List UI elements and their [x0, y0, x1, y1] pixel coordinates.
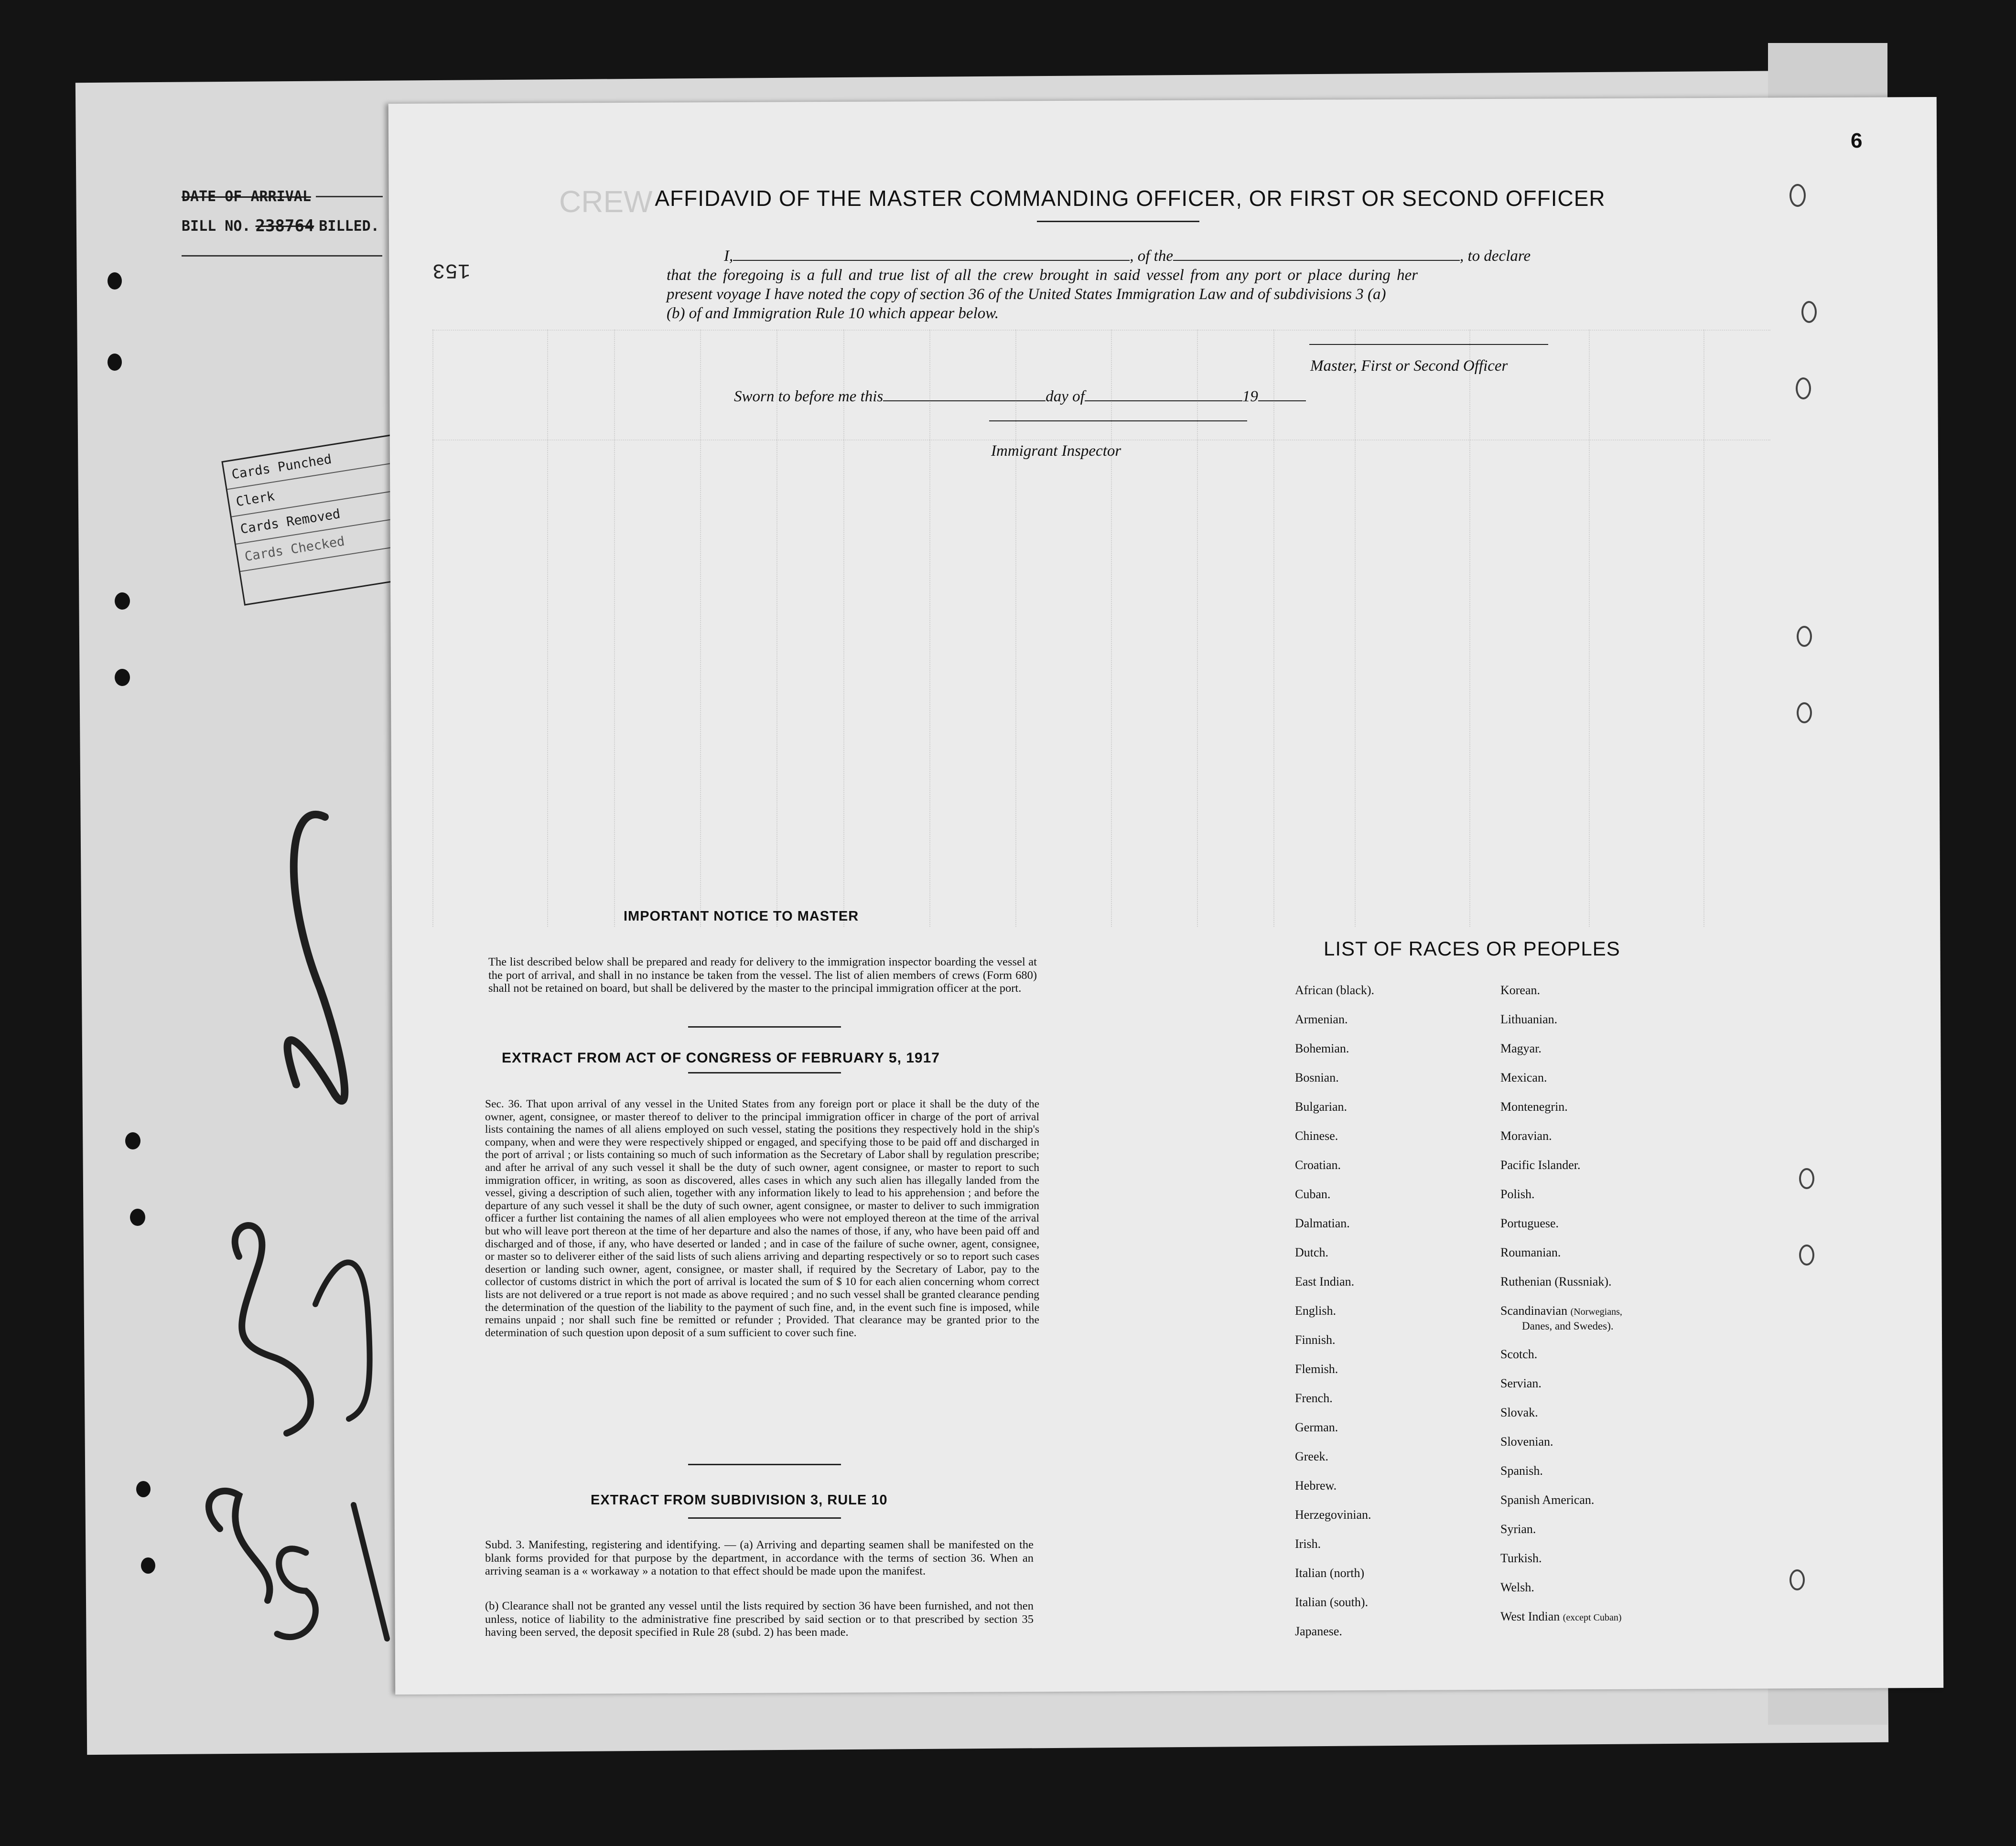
ring-hole — [1797, 702, 1812, 723]
race-item: East Indian. — [1295, 1275, 1355, 1288]
race-item: Herzegovinian. — [1295, 1508, 1371, 1522]
race-item-west-indian — [1500, 1610, 1622, 1624]
race-item: Bohemian. — [1295, 1041, 1349, 1055]
notice-text: The list described below shall be prepared and ready for delivery to the immigration inspector boarding the vessel at the port of arrival, and shall in no instance be taken from the vessel. The list of alien members of crews (Form 680) shall not be retained on board, but shall be delivered by the master to the principal immigration officer at the port. — [488, 955, 1037, 995]
race-item: Lithuanian. — [1500, 1012, 1558, 1026]
extract-rule-rule — [688, 1517, 841, 1519]
master-officer-label: Master, First or Second Officer — [1310, 357, 1508, 375]
race-item: Montenegrin. — [1500, 1100, 1568, 1114]
race-item: Bulgarian. — [1295, 1100, 1348, 1114]
race-item: Finnish. — [1295, 1333, 1336, 1347]
race-item: Servian. — [1500, 1376, 1542, 1390]
cards-punched-label: Cards Punched — [223, 436, 398, 490]
master-signature-line — [1309, 344, 1548, 345]
race-item: Syrian. — [1500, 1522, 1536, 1536]
bleed-through-table-grid — [432, 330, 1770, 927]
races-title: LIST OF RACES OR PEOPLES — [1324, 937, 1620, 960]
binder-hole — [136, 1481, 151, 1497]
affidavit-line-2: that the foregoing is a full and true list of all the crew brought in said vessel from any port or place during her — [667, 267, 1418, 284]
race-item: English. — [1295, 1304, 1336, 1318]
race-item: French. — [1295, 1391, 1333, 1405]
extract-act-rule — [688, 1072, 841, 1073]
inspector-signature-line — [989, 420, 1247, 421]
race-item: Scotch. — [1500, 1347, 1538, 1361]
affidavit-line-4: (b) of and Immigration Rule 10 which appear below. — [667, 305, 999, 322]
extract-act-text: Sec. 36. That upon arrival of any vessel in the United States from any foreign port or place it shall be the duty of the owner, agent, consignee, or master thereof to deliver to the principal immigration officer in charge of the port of arrival lists containing the names of all aliens employed on such vessel, stating the positions they respectively hold in the ship's company, when and were they were respectively shipped or engaged, and specifying those to be paid off and discharged in the port of arrival ; or lists containing so much of such information as the Secretary of Labor shall by regulation prescribe; and after he arrival of any such vessel it shall be the duty of such owner, agent consignee, or master to report to such immigration officer, in writing, as soon as discovered, alles cases in which any such alien has illegally landed from the vessel, giving a description of such alien, together with any information likely to lead to his apprehension ; and before the departure of any such vessel it shall be the duty of such owner, agent consignee, or master to deliver to such immigration officer a further list containing the names of all alien employees who were not employed thereon at the time of the arrival but who will leave port thereon at the time of her departure and also the names of those, if any, who have been paid off and discharged and of those, if any, who have deserted or landed ; and in case of the failure of suche owner, agent, consignee, or master so to deliverer either of the said lists of such aliens arriving and departing respectively or so to report such cases desertion or landing such owner, agent, consignee, or master shall, if required by the Secretary of Labor, pay to the collector of customs district in which the port of arrival is located the sum of $ 10 for each alien concerning whom correct lists are not delivered or a true report is not made as above required ; and no such vessel shall be granted clearance pending the determination of the question of the liability to the payment of such fine, and, in the event such fine is imposed, while remains unpaid ; nor shall such fine be remitted or refunder ; Provided. That clearance may be granted prior to the determination of such question upon deposit of a sum sufficient to cover such fine. — [485, 1098, 1039, 1339]
race-item: Portuguese. — [1500, 1216, 1559, 1230]
race-item: Dutch. — [1295, 1245, 1329, 1259]
race-item: Hebrew. — [1295, 1479, 1337, 1492]
day-of-label: day of — [1046, 388, 1085, 405]
affidavit-line-3: present voyage I have noted the copy of section 36 of the United States Immigration Law and of subdivisions 3 (a) — [667, 286, 1386, 303]
binder-hole — [115, 592, 130, 610]
race-item: Italian (north) — [1295, 1566, 1365, 1580]
race-item-continuation: Danes, and Swedes). — [1522, 1320, 1614, 1332]
race-item: Polish. — [1500, 1187, 1535, 1201]
race-item: Slovak. — [1500, 1406, 1538, 1419]
race-item: Bosnian. — [1295, 1071, 1339, 1084]
race-item: Ruthenian (Russniak). — [1500, 1275, 1612, 1288]
race-item-label: West Indian — [1500, 1610, 1560, 1623]
page-number: 153 — [432, 258, 471, 282]
race-item: German. — [1295, 1420, 1338, 1434]
race-item: African (black). — [1295, 983, 1375, 997]
arrival-stamp — [182, 182, 383, 270]
race-item: Italian (south). — [1295, 1595, 1369, 1609]
ring-hole — [1790, 1569, 1805, 1590]
race-item: Chinese. — [1295, 1129, 1338, 1143]
ring-hole — [1799, 1245, 1814, 1266]
ring-hole — [1799, 1168, 1814, 1189]
race-item: Magyar. — [1500, 1041, 1542, 1055]
race-item: Croatian. — [1295, 1158, 1341, 1172]
ring-hole — [1796, 377, 1811, 399]
race-item: Welsh. — [1500, 1580, 1534, 1594]
sworn-line — [734, 388, 1306, 406]
race-item: Roumanian. — [1500, 1245, 1561, 1259]
clerk-label: Clerk — [227, 463, 402, 517]
affidavit-i-label: I, — [724, 247, 733, 265]
year-label: 19 — [1242, 388, 1258, 405]
race-item: Pacific Islander. — [1500, 1158, 1581, 1172]
title-underline — [1037, 221, 1199, 222]
binder-hole — [108, 272, 122, 290]
cards-processing-stamp — [221, 434, 417, 605]
race-item-scandinavian — [1500, 1304, 1622, 1318]
binder-hole — [141, 1557, 155, 1574]
race-item: Mexican. — [1500, 1071, 1547, 1084]
race-item-note: (except Cuban) — [1563, 1612, 1622, 1623]
race-item: Moravian. — [1500, 1129, 1552, 1143]
race-item: Slovenian. — [1500, 1435, 1553, 1449]
affidavit-line-1 — [724, 247, 1531, 265]
race-item: Spanish American. — [1500, 1493, 1595, 1507]
ring-hole — [1797, 626, 1812, 647]
binder-hole — [108, 354, 122, 371]
immigrant-inspector-label: Immigrant Inspector — [991, 442, 1121, 460]
race-item-note: (Norwegians, — [1570, 1307, 1622, 1317]
race-item: Flemish. — [1295, 1362, 1338, 1376]
race-item: Spanish. — [1500, 1464, 1543, 1478]
notice-title: IMPORTANT NOTICE TO MASTER — [624, 909, 859, 924]
race-item: Cuban. — [1295, 1187, 1331, 1201]
extract-rule-text-b: (b) Clearance shall not be granted any vessel until the lists required by section 36 have been furnished, and not then unless, notice of liability to the administrative fine prescribed by said section or to that prescribed by section 35 having been served, the deposit specified in Rule 28 (subd. 2) has been made. — [485, 1599, 1034, 1639]
race-item: Armenian. — [1295, 1012, 1348, 1026]
binder-hole — [115, 669, 130, 686]
binder-hole — [130, 1209, 145, 1226]
date-of-arrival-label: DATE OF ARRIVAL — [182, 188, 311, 205]
affidavit-title: AFFIDAVID OF THE MASTER COMMANDING OFFICER, OR FIRST OR SECOND OFFICER — [655, 186, 1606, 211]
race-item: Greek. — [1295, 1449, 1329, 1463]
race-item: Turkish. — [1500, 1551, 1542, 1565]
race-item: Irish. — [1295, 1537, 1321, 1551]
page-corner-mark: 6 — [1851, 129, 1863, 152]
sworn-label: Sworn to before me this — [734, 388, 884, 405]
affidavit-of-the-label: , of the — [1130, 247, 1173, 265]
bill-number-value: 238764 — [255, 216, 314, 236]
billed-label: BILLED. — [319, 217, 379, 235]
bill-number-label: BILL NO. — [182, 217, 251, 235]
ring-hole — [1790, 184, 1806, 207]
binder-hole — [125, 1132, 140, 1149]
extract-rule-title: EXTRACT FROM SUBDIVISION 3, RULE 10 — [591, 1492, 888, 1508]
race-item: Japanese. — [1295, 1624, 1342, 1638]
notice-rule — [688, 1026, 841, 1028]
race-item-label: Scandinavian — [1500, 1304, 1568, 1318]
extract-rule-top-rule — [688, 1464, 841, 1465]
extract-rule-text-a: Subd. 3. Manifesting, registering and identifying. — (a) Arriving and departing seamen shall be manifested on the blank forms provided for that purpose by the department, in accordance with the terms of section 36. When an arriving seaman is a « workaway » a notation to that effect should be made upon the manifest. — [485, 1538, 1034, 1578]
ring-hole — [1801, 301, 1817, 323]
affidavit-to-declare-label: , to declare — [1459, 247, 1531, 265]
race-item: Korean. — [1500, 983, 1541, 997]
cards-checked-label: Cards Checked — [236, 518, 410, 572]
race-item: Dalmatian. — [1295, 1216, 1350, 1230]
extract-act-title: EXTRACT FROM ACT OF CONGRESS OF FEBRUARY 5, 1917 — [502, 1050, 940, 1066]
cards-removed-label: Cards Removed — [232, 490, 406, 545]
bleed-through-heading: CREW — [559, 184, 653, 219]
